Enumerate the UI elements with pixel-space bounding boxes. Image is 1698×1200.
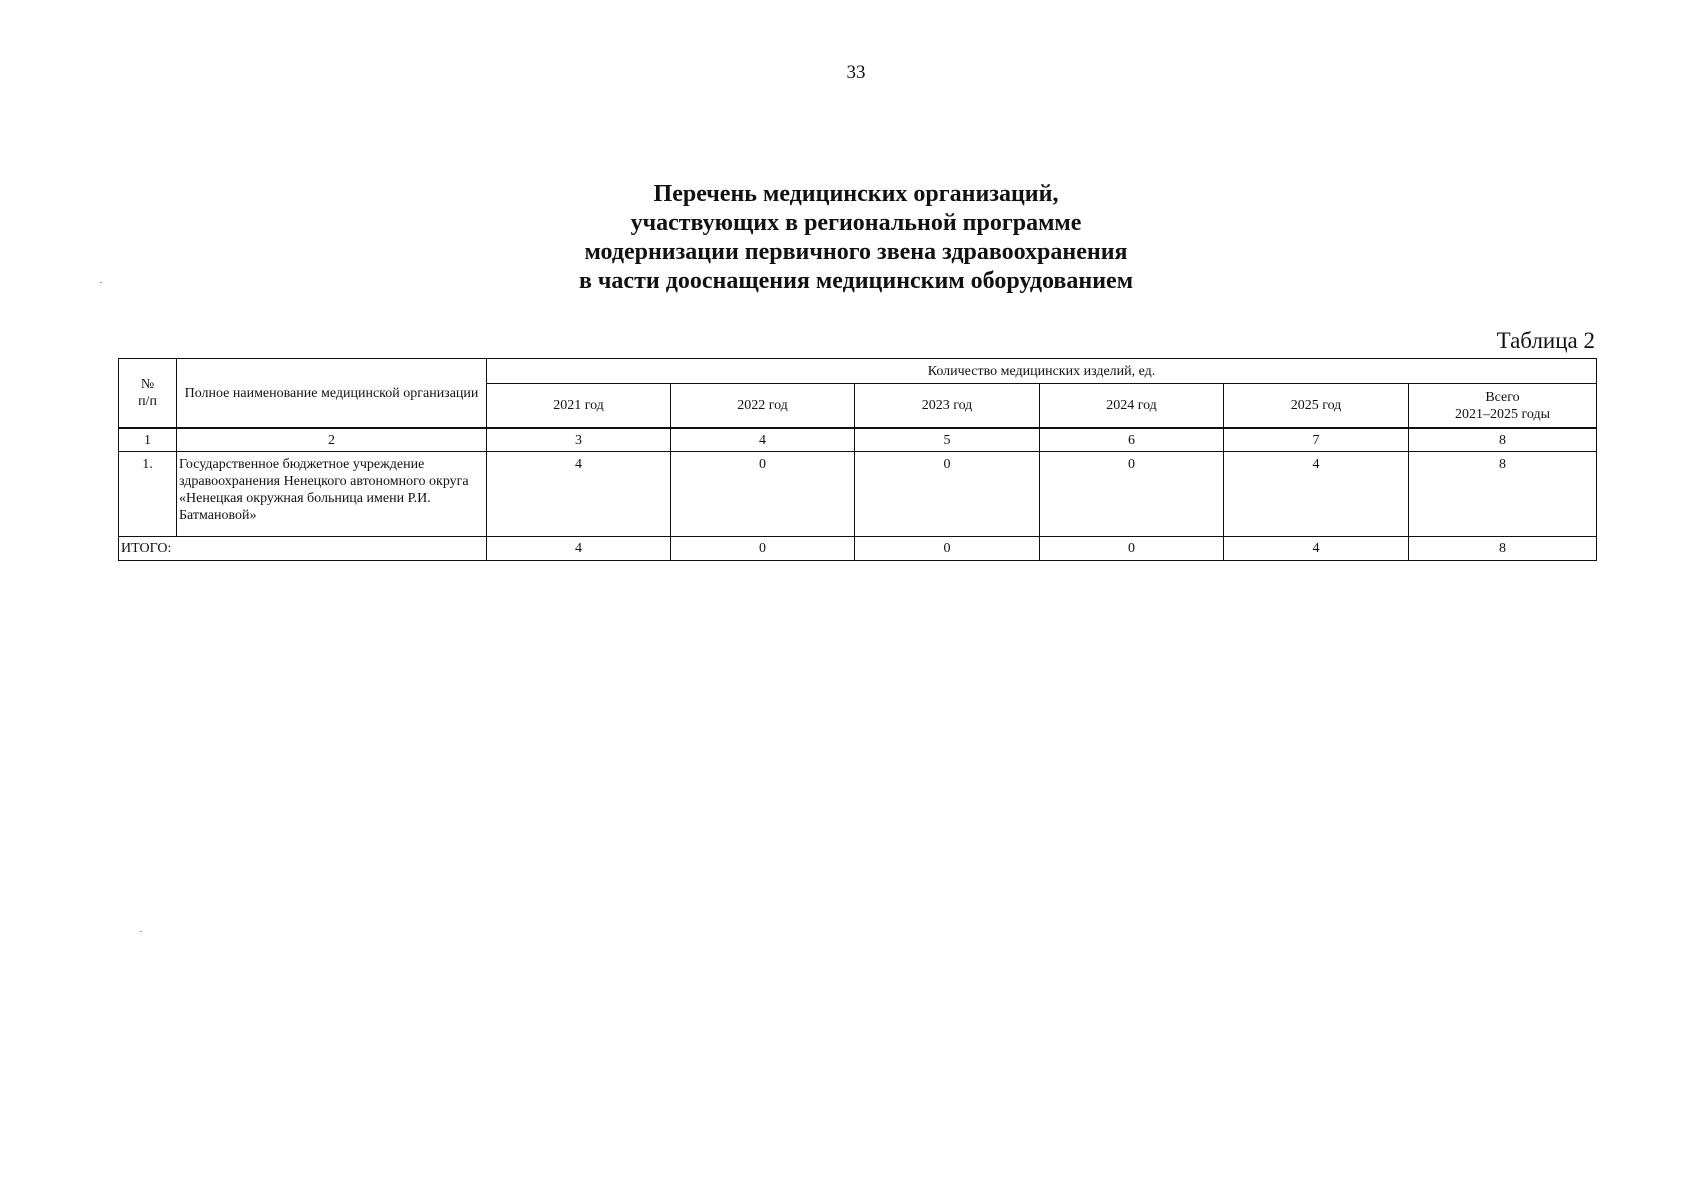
total-row xyxy=(119,537,1597,561)
title-line-2: участвующих в региональной программе xyxy=(630,210,1082,236)
row-num: 1. xyxy=(119,452,177,537)
header-total: Всего 2021–2025 годы xyxy=(1409,384,1597,429)
document-title xyxy=(0,180,1698,296)
column-number: 2 xyxy=(177,428,487,452)
total-value-2024: 0 xyxy=(1040,537,1224,561)
row-value-2022: 0 xyxy=(671,452,855,537)
header-year-2022: 2022 год xyxy=(671,384,855,429)
row-value-2023: 0 xyxy=(855,452,1040,537)
header-year-2024: 2024 год xyxy=(1040,384,1224,429)
header-year-2023: 2023 год xyxy=(855,384,1040,429)
row-value-2024: 0 xyxy=(1040,452,1224,537)
table-label: Таблица 2 xyxy=(1496,328,1595,353)
row-value-2025: 4 xyxy=(1224,452,1409,537)
title-line-3: модернизации первичного звена здравоохранения xyxy=(584,239,1128,265)
column-number: 1 xyxy=(119,428,177,452)
total-value-2021: 4 xyxy=(487,537,671,561)
header-year-2021: 2021 год xyxy=(487,384,671,429)
column-number: 5 xyxy=(855,428,1040,452)
total-value-2022: 0 xyxy=(671,537,855,561)
column-number: 7 xyxy=(1224,428,1409,452)
total-value-2023: 0 xyxy=(855,537,1040,561)
scan-speck xyxy=(140,931,142,932)
row-value-total: 8 xyxy=(1409,452,1597,537)
page-number: 33 xyxy=(846,62,866,83)
header-qty-group: Количество медицинских изделий, ед. xyxy=(487,359,1597,384)
total-label: ИТОГО: xyxy=(119,537,487,561)
total-value-2025: 4 xyxy=(1224,537,1409,561)
title-line-1: Перечень медицинских организаций, xyxy=(653,181,1059,207)
column-numbers-row xyxy=(119,428,1597,452)
header-org-name: Полное наименование медицинской организации xyxy=(177,359,487,429)
header-year-2025: 2025 год xyxy=(1224,384,1409,429)
column-number: 4 xyxy=(671,428,855,452)
organizations-table xyxy=(118,358,1597,561)
header-num: № п/п xyxy=(119,359,177,429)
title-line-4: в части дооснащения медицинским оборудованием xyxy=(578,268,1134,294)
table-row xyxy=(119,452,1597,537)
row-value-2021: 4 xyxy=(487,452,671,537)
column-number: 6 xyxy=(1040,428,1224,452)
total-value-total: 8 xyxy=(1409,537,1597,561)
scan-speck xyxy=(100,282,102,283)
row-org-name: Государственное бюджетное учреждение здравоохранения Ненецкого автономного округа «Ненецкая окружная больница имени Р.И. Батмановой» xyxy=(177,452,487,537)
column-number: 8 xyxy=(1409,428,1597,452)
column-number: 3 xyxy=(487,428,671,452)
